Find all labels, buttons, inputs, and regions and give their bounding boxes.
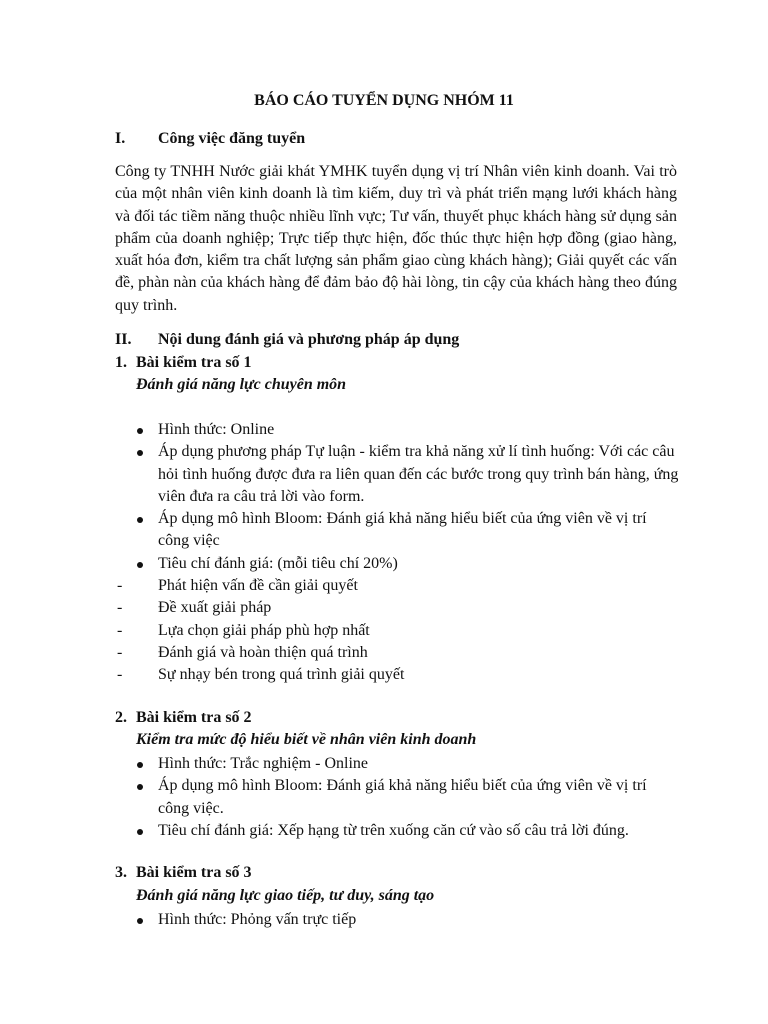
list-item: [136, 909, 681, 931]
section-1-heading: [115, 130, 305, 148]
section-2-title: Nội dung đánh giá và phương pháp áp dụng: [158, 331, 460, 348]
list-item-text: Tiêu chí đánh giá: Xếp hạng từ trên xuống căn cứ vào số câu trả lời đúng.: [158, 821, 629, 839]
list-item-text: Sự nhạy bén trong quá trình giải quyết: [158, 666, 405, 684]
section-1-title: Công việc đăng tuyển: [158, 130, 306, 147]
bullet-icon: [137, 517, 143, 523]
bullet-icon: [137, 762, 143, 768]
list-item-text: Áp dụng mô hình Bloom: Đánh giá khả năng hiểu biết của ứng viên về vị trí công việc: [158, 510, 647, 550]
section-2-heading: [115, 331, 459, 349]
bullet-icon: [137, 784, 143, 790]
list-item: [136, 753, 681, 775]
dash-mark: -: [117, 577, 123, 594]
test-1-title: Bài kiểm tra số 1: [136, 354, 252, 371]
bullet-icon: [137, 918, 143, 924]
list-item-text: Tiêu chí đánh giá: (mỗi tiêu chí 20%): [158, 554, 398, 572]
list-item: [117, 575, 681, 597]
dash-mark: -: [117, 666, 123, 684]
test-3-subtitle: Đánh giá năng lực giao tiếp, tư duy, sáng tạo: [136, 887, 435, 904]
dash-mark: -: [117, 621, 123, 639]
bullet-icon: [137, 428, 143, 434]
document-title: BÁO CÁO TUYỂN DỤNG NHÓM 11: [254, 92, 514, 109]
bullet-icon: [137, 562, 143, 568]
list-item: [136, 553, 681, 575]
list-item: [117, 642, 681, 664]
test-3-heading: [115, 864, 252, 882]
test-2-title: Bài kiểm tra số 2: [136, 709, 252, 726]
test-2-subtitle: Kiểm tra mức độ hiểu biết về nhân viên kinh doanh: [136, 731, 477, 748]
dash-mark: -: [117, 599, 123, 617]
list-item-text: Hình thức: Online: [158, 421, 275, 438]
list-item-text: Hình thức: Trắc nghiệm - Online: [158, 755, 368, 772]
test-2-bullet-list: [136, 753, 681, 842]
list-item-text: Áp dụng mô hình Bloom: Đánh giá khả năng hiểu biết của ứng viên về vị trí công việc.: [158, 777, 647, 817]
bullet-icon: [137, 829, 143, 835]
test-1-heading: [115, 354, 252, 372]
test-3-number: 3.: [115, 864, 127, 881]
list-item-text: Lựa chọn giải pháp phù hợp nhất: [158, 621, 370, 639]
test-3-bullet-list: [136, 909, 681, 931]
test-2-heading: [115, 709, 252, 727]
list-item: [136, 419, 681, 441]
list-item: [136, 508, 681, 553]
section-2-number: II.: [115, 331, 132, 348]
list-item-text: Đánh giá và hoàn thiện quá trình: [158, 643, 368, 661]
list-item-text: Đề xuất giải pháp: [158, 599, 272, 617]
test-1-number: 1.: [115, 354, 127, 371]
test-3-title: Bài kiểm tra số 3: [136, 864, 252, 881]
dash-mark: -: [117, 643, 123, 661]
list-item: [136, 820, 681, 842]
test-1-dash-list: [117, 575, 681, 686]
list-item: [136, 441, 681, 508]
list-item: [117, 664, 681, 686]
list-item-text: Hình thức: Phỏng vấn trực tiếp: [158, 911, 357, 928]
section-1-paragraph: Công ty TNHH Nước giải khát YMHK tuyển dụng vị trí Nhân viên kinh doanh. Vai trò của một nhân viên kinh doanh là tìm kiếm, duy trì và phát triển mạng lưới khách hàng và đối tác tiềm năng thuộc nhiều lĩnh vực; Tư vấn, thuyết phục khách hàng sử dụng sản phẩm của doanh nghiệp; Trực tiếp thực hiện, đốc thúc thực hiện hợp đồng (giao hàng, xuất hóa đơn, kiểm tra chất lượng sản phẩm giao cùng khách hàng); Giải quyết các vấn đề, phàn nàn của khách hàng để đảm bảo độ hài lòng, tin cậy của khách hàng theo đúng quy trình.: [115, 163, 677, 314]
list-item: [136, 775, 681, 820]
list-item: [117, 597, 681, 619]
section-1-number: I.: [115, 130, 126, 147]
test-1-bullet-list: [136, 419, 681, 575]
test-1-subtitle: Đánh giá năng lực chuyên môn: [136, 376, 347, 393]
list-item-text: Phát hiện vấn đề cần giải quyết: [158, 577, 358, 594]
list-item-text: Áp dụng phương pháp Tự luận - kiểm tra khả năng xử lí tình huống: Với các câu hỏi tình huống được đưa ra liên quan đến các bước trong quy trình bán hàng, ứng viên đưa ra câu trả lời vào form.: [158, 443, 679, 505]
bullet-icon: [137, 450, 143, 456]
list-item: [117, 620, 681, 642]
test-2-number: 2.: [115, 709, 127, 726]
